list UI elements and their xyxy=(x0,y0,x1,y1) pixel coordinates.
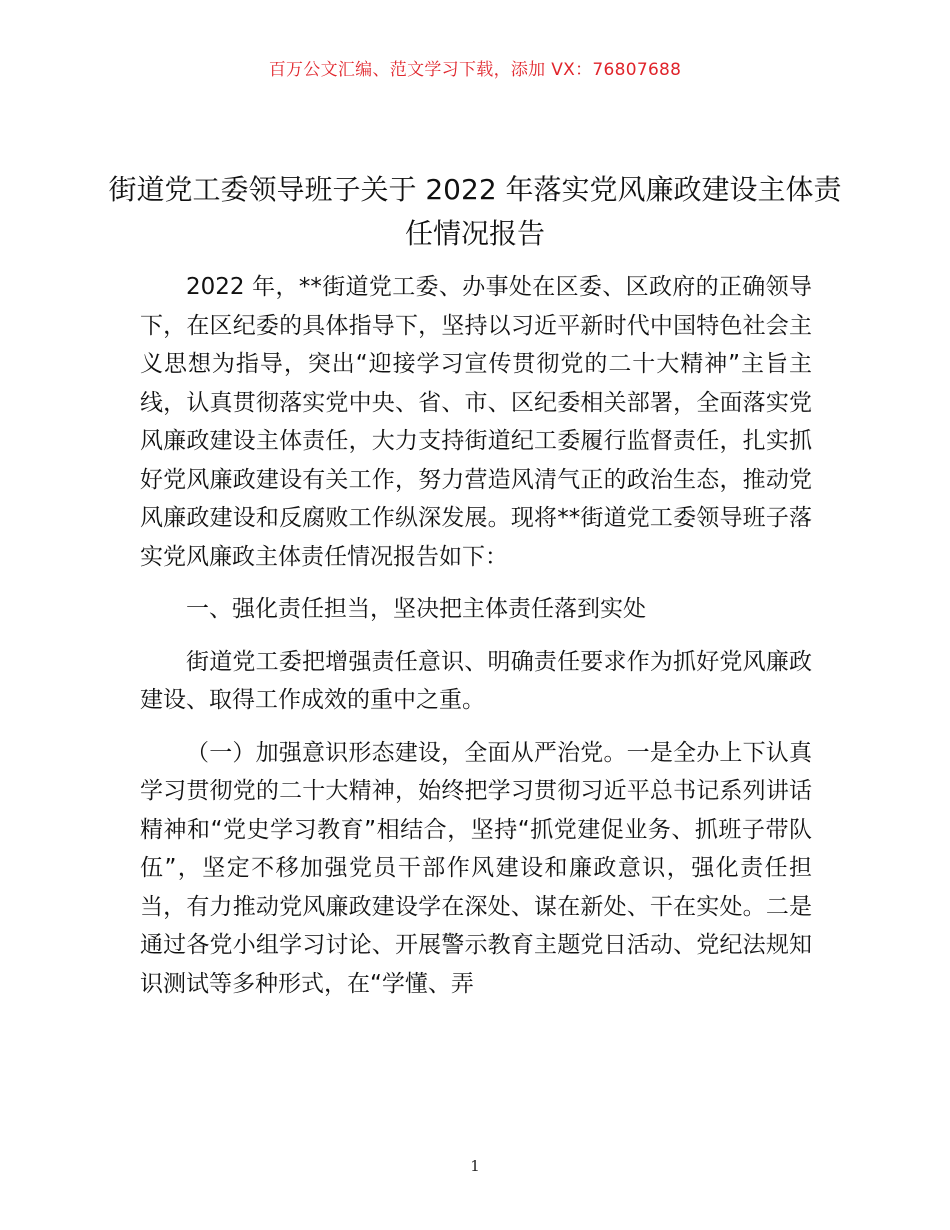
document-title: 街道党工委领导班子关于 2022 年落实党风廉政建设主体责任情况报告 xyxy=(108,173,842,250)
intro-paragraph: 2022 年，**街道党工委、办事处在区委、区政府的正确领导下，在区纪委的具体指导下，坚持以习近平新时代中国特色社会主义思想为指导，突出“迎接学习宣传贯彻党的二十大精神”主旨主线，认真贯彻落实党中央、省、市、区纪委相关部署，全面落实党风廉政建设主体责任，大力支持街道纪工委履行监督责任，扎实抓好党风廉政建设有关工作，努力营造风清气正的政治生态，推动党风廉政建设和反腐败工作纵深发展。现将**街道党工委领导班子落实党风廉政主体责任情况报告如下： xyxy=(140,274,812,570)
watermark-header: 百万公文汇编、范文学习下载，添加 VX：76807688 xyxy=(268,60,682,80)
section-paragraph: 街道党工委把增强责任意识、明确责任要求作为抓好党风廉政建设、取得工作成效的重中之重。 xyxy=(140,648,812,713)
subsection-paragraph: （一）加强意识形态建设，全面从严治党。一是全办上下认真学习贯彻党的二十大精神，始终把学习贯彻习近平总书记系列讲话精神和“党史学习教育”相结合，坚持“抓党建促业务、抓班子带队伍”，坚定不移加强党员干部作风建设和廉政意识，强化责任担当，有力推动党风廉政建设学在深处、谋在新处、干在实处。二是通过各党小组学习讨论、开展警示教育主题党日活动、党纪法规知识测试等多种形式，在“学懂、弄 xyxy=(140,739,812,997)
document-body xyxy=(140,268,812,1003)
page-number: 1 xyxy=(470,1157,480,1175)
section-heading: 一、强化责任担当，坚决把主体责任落到实处 xyxy=(186,596,646,622)
